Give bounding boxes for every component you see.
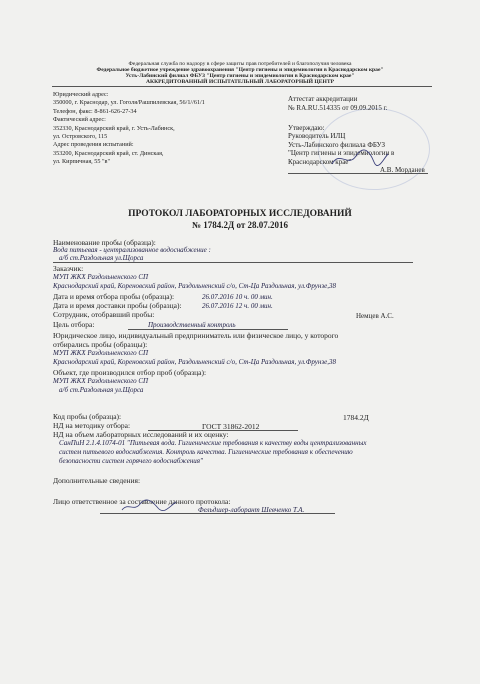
approval-label: Утверждаю:: [288, 124, 325, 132]
approver-title1: Руководитель ИЛЦ: [288, 132, 346, 141]
accreditation-label: Аттестат аккредитации: [288, 95, 358, 103]
delivery-date-label: Дата и время доставки пробы (образца):: [53, 301, 182, 310]
actual-address-line2: ул. Островского, 115: [53, 133, 108, 141]
object-name: МУП ЖКХ Раздольненского СП: [53, 377, 149, 385]
extra-info-label: Дополнительные сведения:: [53, 476, 141, 485]
scope-value-line1: СанПиН 2.1.4.1074-01 "Питьевая вода. Гигиенические требования к качеству воды централизованных: [59, 439, 367, 447]
address-block: [53, 91, 205, 167]
approver-title2: Усть-Лабинского филиала ФБУЗ: [288, 140, 386, 149]
approver-name: А.В. Морданев: [380, 166, 425, 174]
customer-address: Краснодарский край, Кореновский район, Раздольненский с/о, Ст-Ца Раздольная, ул.Фрунзе,38: [53, 282, 336, 290]
approver-title4: Краснодарском крае": [288, 157, 352, 166]
legal-address: 350000, г. Краснодар, ул. Гоголя/Рашпилевская, 56/1//61/1: [53, 99, 205, 107]
protocol-title: ПРОТОКОЛ ЛАБОРАТОРНЫХ ИССЛЕДОВАНИЙ: [128, 209, 352, 219]
object-value: а/б ст.Раздольная ул.Щорса: [59, 386, 144, 394]
test-address-line1: 353200, Краснодарский край, ст. Динская,: [53, 149, 164, 157]
purpose-value: Производственный контроль: [148, 321, 236, 329]
actual-address-label: Фактический адрес:: [53, 116, 106, 124]
approver-title3: "Центр гигиены и эпидемиологии в: [288, 149, 395, 158]
actual-address-line1: 352330, Краснодарский край, г. Усть-Лабинск,: [53, 124, 175, 132]
staff-value: Немцев А.С.: [356, 312, 394, 320]
entity-label-line2: отбирались пробы (образцы):: [53, 340, 148, 349]
delivery-date-value: 26.07.2016 12 ч. 00 мин.: [202, 302, 273, 310]
object-label: Объект, где производился отбор проб (образца):: [53, 368, 207, 377]
sample-value: Вода питьевая - централизованное водоснабжение :: [53, 246, 211, 254]
header-institution: Федеральное бюджетное учреждение здравоохранения "Центр гигиены и эпидемиологии в Краснодарском крае": [96, 67, 384, 73]
scope-value-line2: систем питьевого водоснабжения. Контроль качества. Гигиенические требования к обеспечению: [59, 448, 353, 456]
responsible-signature: [120, 498, 180, 514]
responsible-label: Лицо ответственное за составление данного протокола:: [53, 497, 231, 506]
customer-label: Заказчик:: [53, 264, 84, 273]
scope-label: НД на объем лабораторных исследований и их оценку:: [53, 430, 229, 439]
entity-address: Краснодарский край, Кореновский район, Раздольненский с/о, Ст-Ца Раздольная, ул.Фрунзе,38: [53, 358, 336, 366]
protocol-number: № 1784.2Д от 28.07.2016: [191, 220, 289, 230]
purpose-label: Цель отбора:: [53, 320, 95, 329]
header-divider: [52, 86, 432, 87]
legal-address-label: Юридический адрес:: [53, 91, 109, 98]
sample-value-2: а/б ст.Раздольная ул.Щорса: [59, 254, 144, 262]
scope-value-line3: безопасности систем горячего водоснабжения": [59, 457, 203, 465]
staff-label: Сотрудник, отобравший пробы:: [53, 310, 155, 319]
approver-signature: [330, 148, 390, 170]
header-agency: Федеральная служба по надзору в сфере защиты прав потребителей и благополучия человека: [128, 61, 352, 67]
entity-label-line1: Юридическое лицо, индивидуальный предприниматель или физическое лицо, у которого: [53, 331, 339, 340]
sample-underline: [53, 262, 413, 263]
sample-label: Наименование пробы (образца):: [53, 238, 156, 247]
responsible-value: Фельдшер-лаборант Шевченко Т.А.: [198, 506, 305, 514]
customer-name: МУП ЖКХ Раздольненского СП: [53, 273, 149, 281]
sampling-date-value: 26.07.2016 10 ч. 00 мин.: [202, 293, 273, 301]
method-label: НД на методику отбора:: [53, 421, 131, 430]
phone-fax: Телефон, факс: 8-861-626-27-34: [53, 107, 137, 115]
accreditation-number: № RA.RU.514335 от 09.09.2015 г.: [288, 103, 388, 112]
test-address-line2: ул. Кирпичная, 55 "в": [53, 158, 110, 166]
entity-name: МУП ЖКХ Раздольненского СП: [53, 349, 149, 357]
purpose-underline: [128, 329, 288, 330]
test-address-label: Адрес проведения испытаний:: [53, 141, 134, 149]
code-value: 1784.2Д: [343, 413, 369, 422]
sampling-date-label: Дата и время отбора пробы (образца):: [53, 292, 175, 301]
header-branch: Усть-Лабинский филиал ФБУЗ "Центр гигиены и эпидемиологии в Краснодарском крае": [125, 73, 355, 79]
code-label: Код пробы (образца):: [53, 412, 122, 421]
method-value: ГОСТ 31862-2012: [202, 422, 260, 431]
header-center: АККРЕДИТОВАННЫЙ ИСПЫТАТЕЛЬНЫЙ ЛАБОРАТОРНЫЙ ЦЕНТР: [145, 79, 335, 85]
